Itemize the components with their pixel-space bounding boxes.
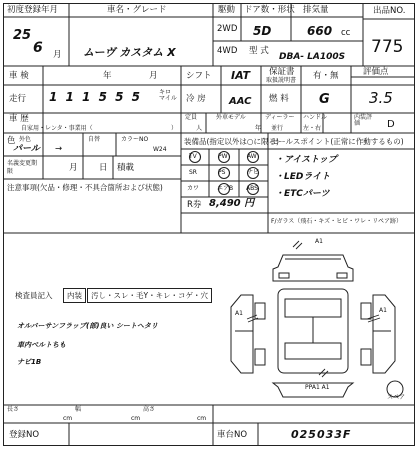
car-body-diagram — [223, 237, 413, 403]
drive-label: 駆動 — [218, 5, 236, 15]
first-registration-label: 初度登録年月 — [7, 5, 59, 15]
inspector-label: 検査員記入 — [15, 291, 53, 300]
color-tone-label: 自替 — [88, 136, 101, 143]
lot-number-value: 775 — [371, 37, 404, 57]
name-change-month: 月 — [69, 163, 78, 173]
color-label: 色 — [7, 136, 16, 146]
auction-sheet — [3, 3, 415, 446]
color-value: パール — [13, 144, 40, 154]
selling-point-1: ・アイストップ — [275, 155, 337, 165]
inspector-state-box — [87, 288, 212, 303]
inspector-state-options: 汚し・スレ・毛Y・キレ・コゲ・穴 — [91, 291, 209, 300]
inspector-interior-label: 内装 — [67, 291, 82, 300]
name-change-label: 名義変更期 限 — [7, 160, 38, 175]
equip-leather: カワ — [187, 185, 200, 192]
chassis-number-value: 025033F — [291, 428, 352, 441]
selling-point-2: ・LEDライト — [275, 172, 331, 182]
notes-label: 注意事項(欠品・修理・不具合箇所および状態) — [7, 183, 163, 192]
capacity-label: 定員 — [185, 114, 198, 121]
chassis-number-label: 車台NO — [217, 430, 248, 440]
model-label: 型 式 — [249, 46, 269, 56]
ac-label: 冷 房 — [186, 94, 206, 104]
recycle-ticket-value: 8,490 円 — [209, 198, 255, 209]
color-number-label: カラーNO — [121, 136, 149, 143]
fuel-label: 燃 料 — [269, 94, 289, 104]
damage-mark-left: A1 — [235, 310, 243, 317]
score-value: 3.5 — [369, 89, 393, 107]
history-close: ） — [171, 125, 178, 132]
mileage-unit: キロ マイル — [159, 89, 177, 102]
dealer-sub: 並行 — [271, 125, 284, 132]
inspector-note-1: オルバーサンフラップ(部)良い シートヘタリ — [17, 322, 158, 330]
equip-tv: TV — [189, 153, 197, 160]
selling-points-title: セールスポイント(正常に作動するもの) — [271, 137, 404, 146]
glass-note: F/ガラス（飛石・キズ・ヒビ・ワレ・リペア跡） — [271, 218, 403, 225]
car-name-grade-label: 車名・グレード — [107, 5, 167, 15]
car-name-value: ムーヴ カスタム X — [83, 46, 176, 59]
inspector-interior-box — [63, 288, 86, 303]
score-label: 評価点 — [363, 67, 389, 77]
length-label: 長さ — [7, 406, 20, 413]
drive-4wd: 4WD — [217, 46, 238, 56]
registration-month: 6 — [33, 40, 43, 56]
mileage-label: 走行 — [9, 94, 27, 104]
warranty-label: 保証書 — [269, 67, 295, 77]
capacity-unit: 人 — [196, 125, 203, 132]
registration-year: 25 — [13, 28, 32, 43]
equip-sr: SR — [189, 169, 197, 176]
registration-month-unit: 月 — [53, 50, 62, 60]
equip-ps: PS — [218, 169, 226, 176]
registration-number-label: 登録NO — [9, 430, 40, 440]
warranty-sub-label: 取扱説明書 — [266, 77, 297, 84]
handle-label: ハンドル — [303, 114, 328, 121]
equip-pw: PW — [218, 153, 228, 160]
length-unit: cm — [63, 415, 73, 422]
warranty-options: 有・無 — [313, 71, 339, 81]
doors-value: 5D — [253, 24, 272, 38]
inspector-note-2: 車内ベルトちも — [17, 341, 66, 349]
handle-sub: 左・右 — [303, 125, 322, 132]
displacement-label: 排気量 — [303, 5, 329, 15]
equipment-title: 装備品(指定以外は○に限る) — [184, 137, 279, 146]
color-sub-label: 外色 — [19, 136, 32, 143]
height-unit: cm — [197, 415, 207, 422]
inspector-note-3: ナビ1B — [17, 358, 42, 366]
selling-point-3: ・ETCパーツ — [275, 189, 330, 199]
spare-tire-label: スペア — [387, 394, 406, 401]
mileage-value: 1 1 1 5 5 5 — [49, 90, 142, 104]
width-unit: cm — [131, 415, 141, 422]
door-shape-label: ドア数・形状 — [244, 5, 295, 15]
history-sub-label: 自家用・レンタ・事業用（ — [21, 125, 93, 132]
height-label: 高さ — [143, 406, 156, 413]
damage-mark-right: A1 — [379, 307, 387, 314]
interior-score-label: 内装評価 — [354, 114, 373, 127]
lot-number-label: 出品NO. — [373, 6, 406, 16]
shift-label: シフト — [186, 71, 212, 81]
drive-2wd: 2WD — [217, 24, 238, 34]
exterior-model-label: 外車モデル — [216, 114, 246, 121]
fuel-value: G — [319, 92, 330, 107]
ac-value: AAC — [229, 96, 252, 107]
color-change-arrow: → — [55, 144, 63, 154]
shift-value: IAT — [231, 69, 251, 82]
name-change-day: 日 — [99, 163, 108, 173]
equip-abs: ABS — [246, 185, 258, 192]
dealer-label: ディーラー — [265, 114, 295, 121]
inspection-month-unit: 月 — [149, 71, 158, 81]
inspection-year-unit: 年 — [103, 71, 112, 81]
width-label: 幅 — [75, 406, 82, 413]
recycle-ticket-label: R券 — [187, 200, 202, 210]
displacement-unit: cc — [341, 28, 351, 38]
interior-score-value: D — [387, 119, 395, 130]
damage-mark-bottom: PPA1 A1 — [305, 384, 330, 391]
damage-mark-top: A1 — [315, 238, 323, 245]
color-number-value: W24 — [153, 146, 167, 153]
displacement-value: 660 — [307, 24, 333, 38]
inspection-label: 車 検 — [9, 71, 29, 81]
equip-navi: ナビ — [247, 169, 260, 176]
exterior-model-unit: 年 — [255, 125, 262, 132]
model-value: DBA- LA100S — [279, 52, 346, 62]
history-label: 車 歴 — [9, 114, 29, 124]
load-label: 積載 — [117, 163, 135, 173]
equip-aw: AW — [247, 153, 257, 160]
equip-airbag: エアB — [217, 185, 234, 192]
